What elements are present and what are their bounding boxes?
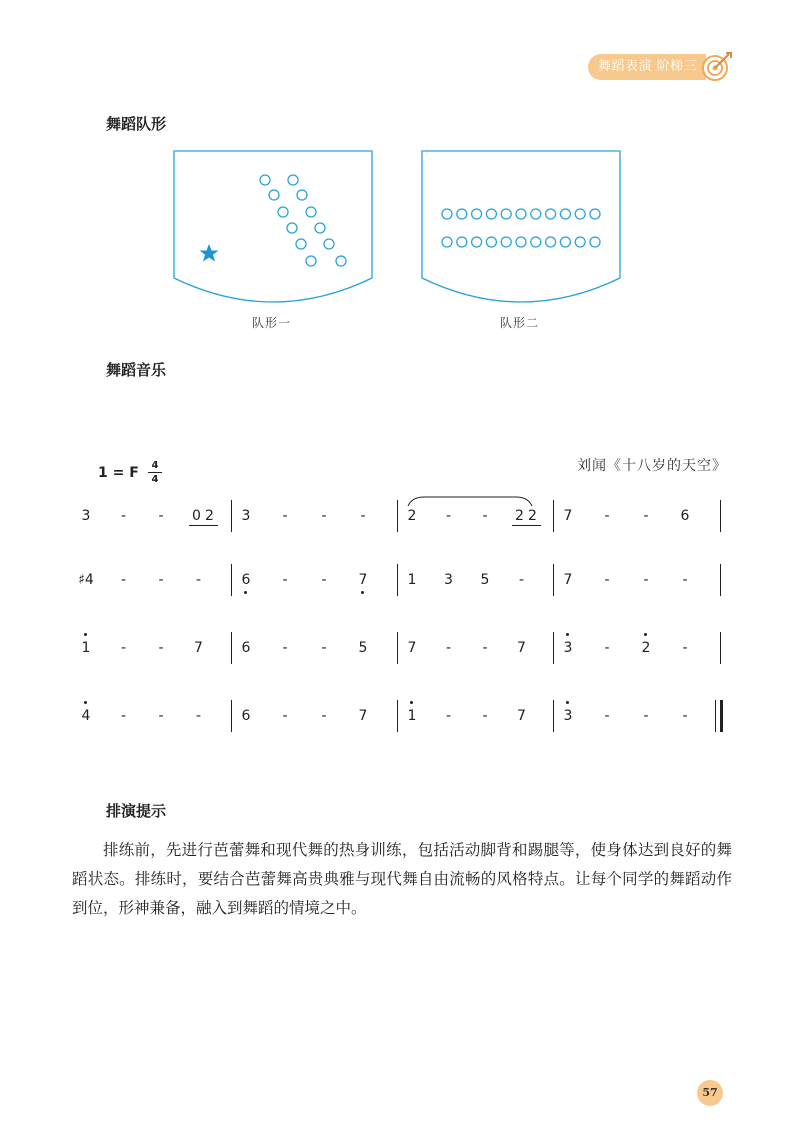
dancer-circle	[516, 209, 526, 219]
octave-dot-above	[566, 633, 569, 636]
score-note: 5	[358, 640, 368, 656]
dash-note: -	[604, 640, 610, 656]
dash-note: -	[158, 508, 164, 524]
dancer-circle	[560, 209, 570, 219]
score-note: 4	[78, 707, 94, 725]
dancer-circle	[590, 237, 600, 247]
octave-dot-below	[361, 591, 364, 594]
dancer-circle	[501, 237, 511, 247]
dancer-circle	[501, 209, 511, 219]
score-note: 7	[563, 508, 573, 524]
dash-note: -	[158, 572, 164, 588]
dancer-circle	[457, 237, 467, 247]
score-note: 7	[517, 640, 526, 656]
dash-note: -	[282, 508, 288, 524]
dash-note: -	[321, 572, 327, 588]
dash-note: -	[682, 640, 688, 656]
dancer-circle	[336, 256, 346, 266]
target-arrow-icon	[700, 50, 734, 84]
score-note: 7	[358, 708, 368, 724]
barline	[715, 700, 716, 732]
dash-note: -	[482, 708, 488, 724]
dash-note: -	[445, 708, 452, 724]
barline	[397, 700, 398, 732]
octave-dot-above	[566, 701, 569, 704]
dash-note: -	[445, 640, 452, 656]
dancer-circle	[442, 237, 452, 247]
score-note: 6	[241, 640, 251, 656]
music-source: 刘闻《十八岁的天空》	[577, 458, 727, 474]
dancer-circle	[315, 223, 325, 233]
dancer-circle	[472, 237, 482, 247]
music-heading: 舞蹈音乐	[106, 361, 167, 379]
page-number: 57	[697, 1080, 723, 1106]
dash-note: -	[643, 708, 649, 724]
score-note: 7	[517, 708, 526, 724]
dancer-circle	[297, 190, 307, 200]
octave-dot-above	[410, 701, 413, 704]
dancer-circle	[324, 239, 334, 249]
barline	[553, 632, 554, 664]
score-note: 7	[194, 640, 203, 656]
score-note: 1	[404, 707, 420, 725]
barline	[553, 564, 554, 596]
dancer-circle	[457, 209, 467, 219]
dancer-circle	[575, 209, 585, 219]
score-note: 6	[680, 508, 690, 524]
score-note: 0	[189, 507, 205, 526]
dash-note: -	[195, 572, 202, 588]
score-note: 3	[81, 508, 91, 524]
octave-dot-above	[84, 701, 87, 704]
key-signature: 1 = F	[98, 465, 139, 481]
dash-note: -	[321, 640, 327, 656]
score-note: 7	[407, 640, 417, 656]
tips-paragraph: 排练前，先进行芭蕾舞和现代舞的热身训练，包括活动脚背和踢腿等，使身体达到良好的舞蹈状态。排练时，要结合芭蕾舞高贵典雅与现代舞自由流畅的风格特点。让每个同学的舞蹈动作到位，形神兼备，融入到舞蹈的情境之中。	[72, 841, 732, 917]
dash-note: -	[682, 708, 688, 724]
dancer-circle	[486, 209, 496, 219]
dash-note: -	[604, 508, 610, 524]
barline	[397, 500, 398, 532]
dash-note: -	[321, 708, 327, 724]
barline	[397, 564, 398, 596]
score-note: 6	[241, 708, 251, 724]
dancer-circle	[306, 256, 316, 266]
dash-note: -	[120, 572, 127, 588]
dash-note: -	[120, 708, 127, 724]
dash-note: -	[604, 572, 610, 588]
dash-note: -	[482, 640, 488, 656]
dancer-circle	[516, 237, 526, 247]
score-note: 3	[241, 508, 251, 524]
barline	[720, 564, 721, 596]
barline	[231, 500, 232, 532]
score-note: 2	[512, 507, 528, 526]
score-note: 6	[238, 571, 254, 589]
formation-one-diagram	[173, 150, 373, 305]
barline	[231, 564, 232, 596]
dash-note: -	[282, 708, 288, 724]
score-note: 2	[407, 508, 417, 524]
dash-note: -	[321, 508, 327, 524]
score-note: 3	[444, 572, 453, 588]
leader-star-icon	[200, 244, 219, 262]
dancer-circle	[306, 207, 316, 217]
score-note: ♯4	[78, 572, 94, 588]
dash-note: -	[518, 572, 525, 588]
score-note: 2	[638, 639, 654, 657]
formation-two-diagram	[421, 150, 621, 305]
dancer-circle	[260, 175, 270, 185]
score-note: 3	[560, 707, 576, 725]
formation-one-caption: 队形一	[252, 316, 292, 330]
stage-outline	[174, 151, 372, 302]
dancer-circle	[296, 239, 306, 249]
barline	[720, 500, 721, 532]
meter-top: 4	[151, 460, 159, 471]
score-note: 2	[525, 507, 541, 526]
final-barline	[720, 700, 723, 732]
dash-note: -	[195, 708, 202, 724]
dancer-circle	[269, 190, 279, 200]
barline	[231, 700, 232, 732]
barline	[231, 632, 232, 664]
octave-dot-below	[244, 591, 247, 594]
formation-heading: 舞蹈队形	[106, 115, 167, 133]
dash-note: -	[158, 640, 164, 656]
dash-note: -	[482, 508, 488, 524]
dancer-circle	[531, 237, 541, 247]
time-signature	[148, 459, 162, 486]
meter-bottom: 4	[148, 472, 162, 486]
dash-note: -	[282, 640, 288, 656]
score-note: 7	[563, 572, 573, 588]
dash-note: -	[360, 508, 366, 524]
dancer-circle	[287, 223, 297, 233]
barline	[553, 500, 554, 532]
dancer-circle	[531, 209, 541, 219]
section-tag: 舞蹈表演 阶梯三	[588, 54, 706, 80]
score-note: 5	[480, 572, 490, 588]
dash-note: -	[643, 508, 649, 524]
formation-two-caption: 队形二	[500, 316, 540, 330]
dash-note: -	[445, 508, 452, 524]
dash-note: -	[282, 572, 288, 588]
barline	[397, 632, 398, 664]
dancer-circle	[575, 237, 585, 247]
dancer-circle	[472, 209, 482, 219]
dancer-circle	[560, 237, 570, 247]
dancer-circle	[486, 237, 496, 247]
score-note: 1	[78, 639, 94, 657]
barline	[720, 632, 721, 664]
dash-note: -	[682, 572, 688, 588]
stage-outline	[422, 151, 620, 302]
score-note: 3	[560, 639, 576, 657]
score-note: 7	[355, 571, 371, 589]
dancer-circle	[590, 209, 600, 219]
dash-note: -	[604, 708, 610, 724]
dancer-group	[442, 209, 600, 247]
score-note: 1	[407, 572, 417, 588]
dancer-circle	[288, 175, 298, 185]
dash-note: -	[120, 508, 127, 524]
dancer-circle	[278, 207, 288, 217]
dash-note: -	[643, 572, 649, 588]
octave-dot-above	[84, 633, 87, 636]
tips-heading: 排演提示	[106, 802, 167, 820]
tie-arc	[406, 494, 536, 508]
dancer-circle	[442, 209, 452, 219]
dash-note: -	[120, 640, 127, 656]
dancer-circle	[546, 237, 556, 247]
barline	[553, 700, 554, 732]
dancer-circle	[546, 209, 556, 219]
score-note: 2	[202, 507, 218, 526]
octave-dot-above	[644, 633, 647, 636]
dancer-group	[260, 175, 346, 266]
dash-note: -	[158, 708, 164, 724]
